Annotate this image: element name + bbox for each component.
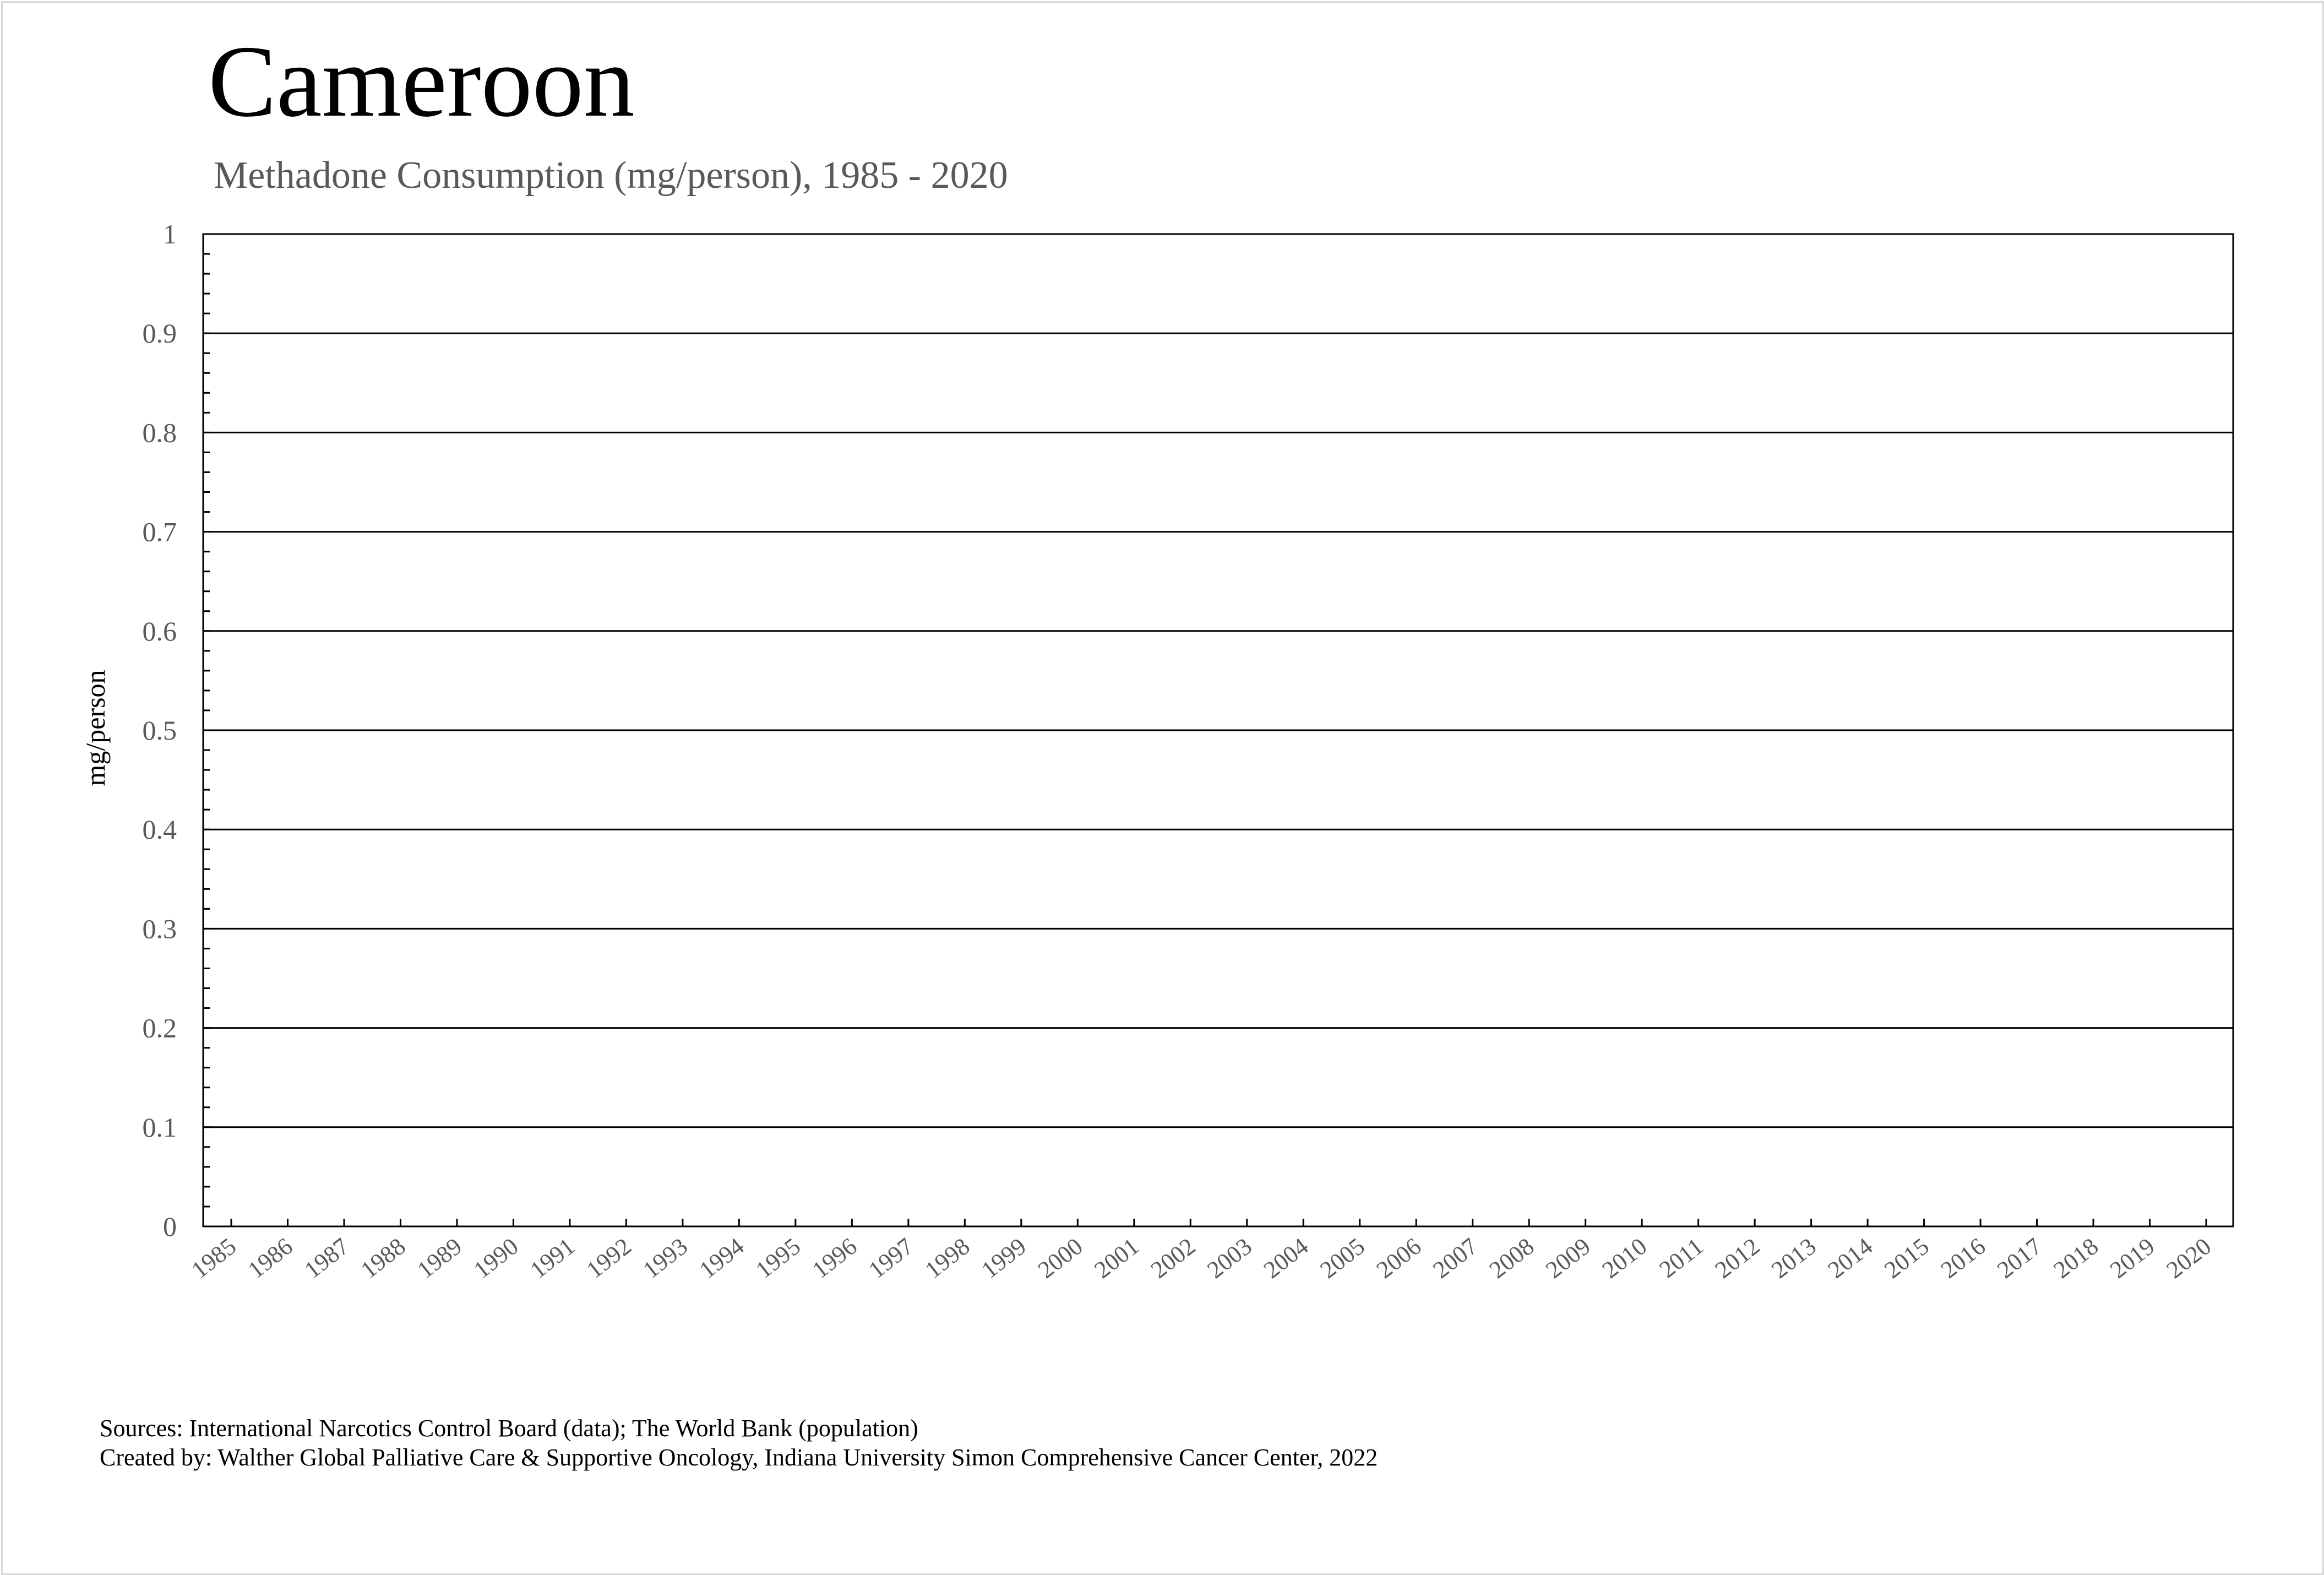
y-tick-label: 0.3 — [142, 913, 177, 944]
x-tick-label: 1991 — [525, 1232, 580, 1284]
y-tick-label: 0.9 — [142, 318, 177, 349]
x-tick-label: 2018 — [2048, 1232, 2104, 1284]
page-title: Cameroon — [208, 25, 635, 138]
x-tick-label: 1985 — [186, 1232, 242, 1284]
y-tick-label: 0.4 — [142, 814, 177, 845]
y-tick-label: 0 — [163, 1211, 177, 1242]
x-tick-label: 2000 — [1032, 1232, 1088, 1284]
y-tick-label: 0.8 — [142, 417, 177, 448]
x-tick-label: 2013 — [1766, 1232, 1821, 1284]
x-tick-label: 2011 — [1654, 1232, 1708, 1284]
x-tick-label: 1999 — [976, 1232, 1031, 1284]
x-tick-label: 2003 — [1202, 1232, 1257, 1284]
x-axis — [187, 1219, 2217, 1284]
x-tick-label: 1993 — [638, 1232, 693, 1284]
chart-subtitle: Methadone Consumption (mg/person), 1985 - 2020 — [214, 154, 1008, 197]
x-tick-label: 2006 — [1371, 1232, 1427, 1284]
x-tick-label: 1989 — [412, 1232, 467, 1284]
x-tick-label: 2019 — [2105, 1232, 2160, 1284]
x-tick-label: 2008 — [1484, 1232, 1539, 1284]
y-tick-label: 0.6 — [142, 615, 177, 647]
x-tick-label: 1992 — [581, 1232, 636, 1284]
x-tick-label: 1990 — [469, 1232, 524, 1284]
x-tick-label: 2001 — [1089, 1232, 1144, 1284]
y-axis — [143, 219, 210, 1242]
y-tick-label: 0.1 — [142, 1111, 177, 1143]
y-tick-label: 0.5 — [142, 715, 177, 746]
x-tick-label: 2002 — [1145, 1232, 1201, 1284]
y-tick-label: 0.7 — [142, 516, 177, 547]
y-tick-label: 0.2 — [142, 1012, 177, 1044]
y-tick-label: 1 — [163, 219, 177, 249]
x-tick-label: 1986 — [243, 1232, 298, 1284]
x-tick-label: 2014 — [1822, 1232, 1878, 1284]
footer — [100, 1414, 1378, 1472]
x-tick-label: 1996 — [807, 1232, 862, 1284]
gridlines — [203, 333, 2233, 1127]
x-tick-label: 2005 — [1315, 1232, 1370, 1284]
x-tick-label: 2010 — [1597, 1232, 1652, 1284]
x-tick-label: 2017 — [1992, 1232, 2047, 1284]
sources-note: Sources: International Narcotics Control Board (data); The World Bank (population) — [100, 1415, 918, 1442]
x-tick-label: 1988 — [356, 1232, 411, 1284]
x-tick-label: 1998 — [919, 1232, 975, 1284]
x-tick-label: 2007 — [1428, 1232, 1483, 1284]
x-tick-label: 2009 — [1541, 1232, 1596, 1284]
x-tick-label: 2020 — [2161, 1232, 2217, 1284]
x-tick-label: 1995 — [750, 1232, 806, 1284]
x-tick-label: 2016 — [1935, 1232, 1991, 1284]
x-tick-label: 2012 — [1710, 1232, 1765, 1284]
x-tick-label: 1987 — [299, 1232, 355, 1284]
x-tick-label: 1997 — [863, 1232, 918, 1284]
x-tick-label: 2015 — [1879, 1232, 1934, 1284]
credits-note: Created by: Walther Global Palliative Care & Supportive Oncology, Indiana University Simon Comprehensive Cancer Center, 2022 — [100, 1444, 1378, 1471]
y-axis-label: mg/person — [80, 670, 111, 786]
x-tick-label: 2004 — [1258, 1232, 1314, 1284]
x-tick-label: 1994 — [694, 1232, 749, 1284]
